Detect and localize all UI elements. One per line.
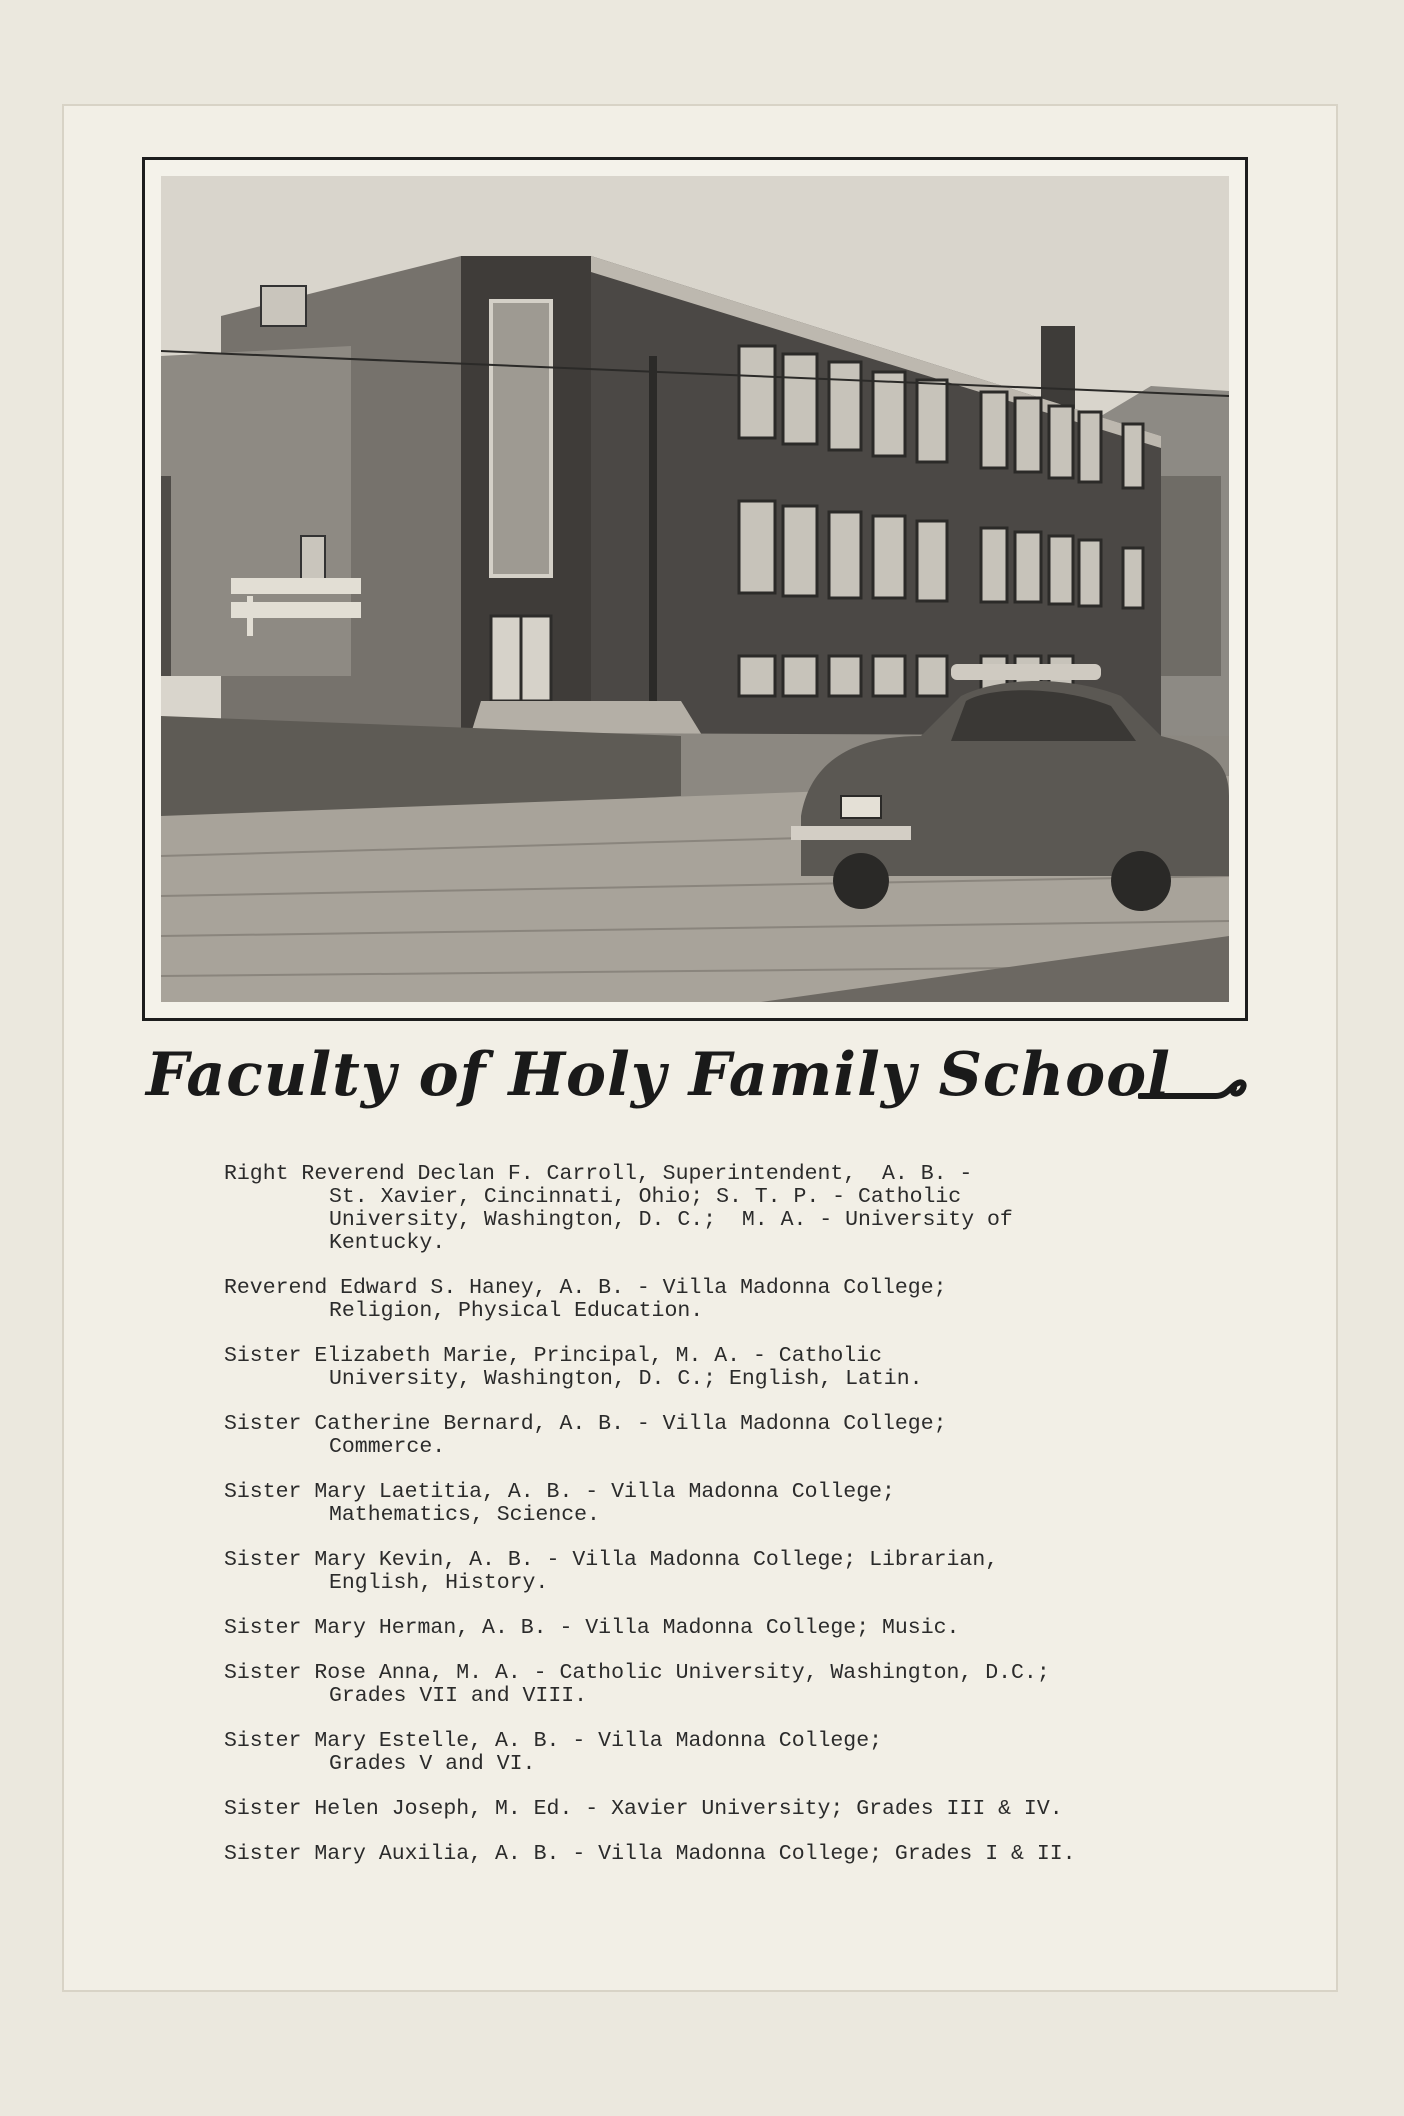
faculty-entry-line: Sister Mary Auxilia, A. B. - Villa Madonna College; Grades I & II. (224, 1842, 1076, 1866)
faculty-entry-line: Sister Elizabeth Marie, Principal, M. A. - Catholic (224, 1344, 883, 1368)
faculty-entry-line: University, Washington, D. C.; M. A. - University of (329, 1208, 1013, 1232)
faculty-entry (224, 1345, 1244, 1391)
faculty-entry-line: Grades V and VI. (329, 1752, 536, 1776)
faculty-entry-line: Sister Mary Estelle, A. B. - Villa Madonna College; (224, 1729, 883, 1753)
faculty-entry (224, 1277, 1244, 1323)
faculty-entry-line: Sister Helen Joseph, M. Ed. - Xavier University; Grades III & IV. (224, 1797, 1063, 1821)
faculty-list (224, 1163, 1244, 1888)
faculty-entry-line: Religion, Physical Education. (329, 1299, 704, 1323)
faculty-entry-line: Sister Catherine Bernard, A. B. - Villa Madonna College; (224, 1412, 947, 1436)
faculty-entry (224, 1413, 1244, 1459)
faculty-entry (224, 1662, 1244, 1708)
faculty-entry (224, 1730, 1244, 1776)
faculty-entry-line: Reverend Edward S. Haney, A. B. - Villa Madonna College; (224, 1276, 947, 1300)
faculty-entry (224, 1617, 1244, 1640)
faculty-entry-line: Sister Mary Herman, A. B. - Villa Madonna College; Music. (224, 1616, 960, 1640)
faculty-entry (224, 1798, 1244, 1821)
faculty-entry-line: Right Reverend Declan F. Carroll, Superintendent, A. B. - (224, 1162, 973, 1186)
faculty-entry-line: Commerce. (329, 1435, 446, 1459)
faculty-entry-line: English, History. (329, 1571, 549, 1595)
faculty-entry (224, 1843, 1244, 1866)
school-photo-frame (142, 157, 1248, 1021)
faculty-entry-line: Sister Rose Anna, M. A. - Catholic University, Washington, D.C.; (224, 1661, 1050, 1685)
faculty-entry-line: St. Xavier, Cincinnati, Ohio; S. T. P. - Catholic (329, 1185, 962, 1209)
faculty-entry-line: University, Washington, D. C.; English, Latin. (329, 1367, 923, 1391)
faculty-entry-line: Sister Mary Kevin, A. B. - Villa Madonna College; Librarian, (224, 1548, 999, 1572)
faculty-entry (224, 1549, 1244, 1595)
faculty-entry-line: Grades VII and VIII. (329, 1684, 588, 1708)
faculty-entry-line: Mathematics, Science. (329, 1503, 600, 1527)
faculty-entry-line: Sister Mary Laetitia, A. B. - Villa Madonna College; (224, 1480, 895, 1504)
faculty-entry (224, 1163, 1244, 1255)
school-building-photo (161, 176, 1229, 1002)
faculty-entry (224, 1481, 1244, 1527)
title-flourish-icon (1138, 1074, 1248, 1104)
faculty-entry-line: Kentucky. (329, 1231, 446, 1255)
page-title: Faculty of Holy Family School (146, 1040, 1171, 1110)
